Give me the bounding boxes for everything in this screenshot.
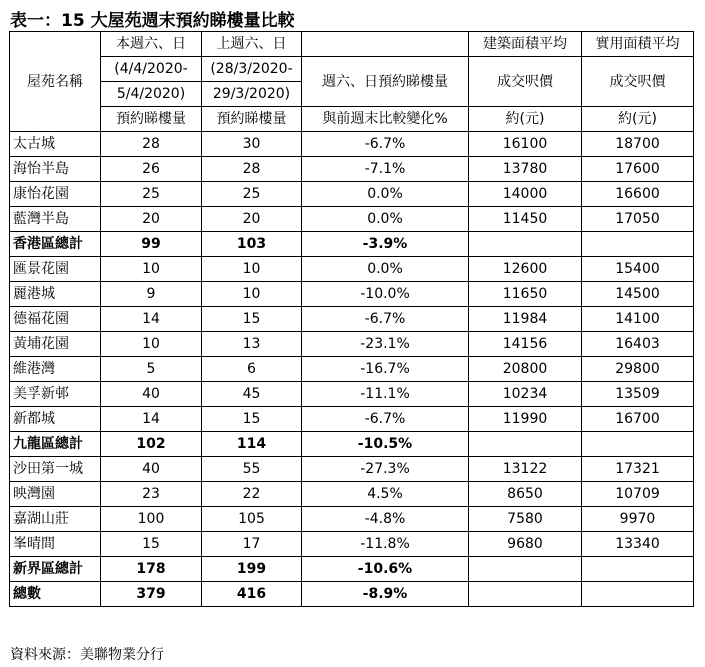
last-week-count-cell: 10: [202, 282, 302, 307]
this-week-header: 本週六、日: [101, 32, 202, 57]
this-week-count-cell: 9: [101, 282, 202, 307]
last-week-count-cell: 6: [202, 357, 302, 382]
estate-name-cell: 藍灣半島: [10, 207, 101, 232]
saleable-price-cell: 13509: [582, 382, 694, 407]
gross-price-cell: 12600: [469, 257, 582, 282]
estate-name-cell: 海怡半島: [10, 157, 101, 182]
estate-name-cell: 嘉湖山莊: [10, 507, 101, 532]
this-week-period-end: 5/4/2020): [101, 82, 202, 107]
table-row: [10, 382, 694, 407]
this-week-count-cell: 28: [101, 132, 202, 157]
this-week-count-cell: 102: [101, 432, 202, 457]
saleable-price-cell: 14500: [582, 282, 694, 307]
last-week-count-cell: 20: [202, 207, 302, 232]
gross-price-cell: 10234: [469, 382, 582, 407]
this-week-count-cell: 178: [101, 557, 202, 582]
table-title: 表一：15 大屋苑週末預約睇樓量比較: [10, 11, 295, 31]
estate-name-cell: 新界區總計: [10, 557, 101, 582]
last-week-count-cell: 17: [202, 532, 302, 557]
gross-price-cell: 14156: [469, 332, 582, 357]
saleable-area-header: 實用面積平均: [582, 32, 694, 57]
estate-name-cell: 總數: [10, 582, 101, 607]
gross-price-cell: [469, 557, 582, 582]
gross-price-cell: 11450: [469, 207, 582, 232]
table-row: [10, 257, 694, 282]
last-week-count-cell: 28: [202, 157, 302, 182]
estate-name-cell: 康怡花園: [10, 182, 101, 207]
this-week-count-cell: 15: [101, 532, 202, 557]
table-row: [10, 432, 694, 457]
gross-price-cell: [469, 232, 582, 257]
estate-name-cell: 沙田第一城: [10, 457, 101, 482]
gross-price-cell: [469, 582, 582, 607]
this-week-count-cell: 10: [101, 257, 202, 282]
saleable-price-cell: 9970: [582, 507, 694, 532]
gross-price-cell: 13780: [469, 157, 582, 182]
change-percent-cell: -16.7%: [302, 357, 469, 382]
gross-price-cell: 16100: [469, 132, 582, 157]
this-week-count-cell: 40: [101, 382, 202, 407]
saleable-price-cell: 15400: [582, 257, 694, 282]
change-percent-cell: -10.0%: [302, 282, 469, 307]
change-percent-cell: -8.9%: [302, 582, 469, 607]
saleable-price-cell: 16700: [582, 407, 694, 432]
saleable-price-cell: [582, 582, 694, 607]
this-week-count-cell: 10: [101, 332, 202, 357]
change-header: 週六、日預約睇樓量: [302, 57, 469, 107]
change-percent-cell: -7.1%: [302, 157, 469, 182]
this-week-count-cell: 26: [101, 157, 202, 182]
table-row: [10, 482, 694, 507]
change-percent-cell: -11.8%: [302, 532, 469, 557]
last-week-header: 上週六、日: [202, 32, 302, 57]
saleable-price-cell: 16403: [582, 332, 694, 357]
table-row: [10, 332, 694, 357]
estate-name-cell: 峯晴間: [10, 532, 101, 557]
estate-name-cell: 太古城: [10, 132, 101, 157]
saleable-price-cell: 29800: [582, 357, 694, 382]
table-row: [10, 182, 694, 207]
change-percent-cell: -3.9%: [302, 232, 469, 257]
viewing-comparison-table: [9, 31, 694, 607]
saleable-price-cell: 17050: [582, 207, 694, 232]
table-row: [10, 207, 694, 232]
this-week-count-cell: 40: [101, 457, 202, 482]
change-subheader: 與前週末比較變化%: [302, 107, 469, 132]
gross-price-cell: 11650: [469, 282, 582, 307]
this-week-count-cell: 23: [101, 482, 202, 507]
change-percent-cell: -23.1%: [302, 332, 469, 357]
estate-name-cell: 新都城: [10, 407, 101, 432]
saleable-price-cell: 17321: [582, 457, 694, 482]
gross-price-cell: 20800: [469, 357, 582, 382]
estate-name-cell: 映灣園: [10, 482, 101, 507]
this-week-count-cell: 99: [101, 232, 202, 257]
last-week-count-cell: 25: [202, 182, 302, 207]
gross-price-cell: 8650: [469, 482, 582, 507]
gross-price-header: 成交呎價: [469, 57, 582, 107]
this-week-period-start: (4/4/2020-: [101, 57, 202, 82]
change-percent-cell: -6.7%: [302, 407, 469, 432]
table-row: [10, 582, 694, 607]
estate-name-cell: 匯景花園: [10, 257, 101, 282]
table-row: [10, 557, 694, 582]
gross-price-cell: 13122: [469, 457, 582, 482]
table-row: [10, 307, 694, 332]
last-week-count-cell: 103: [202, 232, 302, 257]
table-row: [10, 132, 694, 157]
this-week-count-cell: 20: [101, 207, 202, 232]
saleable-price-cell: [582, 557, 694, 582]
estate-name-cell: 九龍區總計: [10, 432, 101, 457]
this-week-count-cell: 25: [101, 182, 202, 207]
gross-price-cell: 11990: [469, 407, 582, 432]
saleable-price-cell: [582, 432, 694, 457]
saleable-price-cell: 14100: [582, 307, 694, 332]
last-week-count-cell: 55: [202, 457, 302, 482]
change-percent-cell: -10.5%: [302, 432, 469, 457]
last-week-count-cell: 30: [202, 132, 302, 157]
estate-name-cell: 香港區總計: [10, 232, 101, 257]
estate-name-cell: 美孚新邨: [10, 382, 101, 407]
last-week-period-start: (28/3/2020-: [202, 57, 302, 82]
change-percent-cell: 4.5%: [302, 482, 469, 507]
gross-price-cell: 14000: [469, 182, 582, 207]
saleable-price-cell: 16600: [582, 182, 694, 207]
last-week-metric: 預約睇樓量: [202, 107, 302, 132]
last-week-count-cell: 15: [202, 407, 302, 432]
estate-name-cell: 德福花園: [10, 307, 101, 332]
last-week-count-cell: 45: [202, 382, 302, 407]
this-week-count-cell: 379: [101, 582, 202, 607]
this-week-count-cell: 100: [101, 507, 202, 532]
last-week-count-cell: 114: [202, 432, 302, 457]
table-row: [10, 507, 694, 532]
saleable-price-cell: 10709: [582, 482, 694, 507]
saleable-price-cell: 17600: [582, 157, 694, 182]
table-row: [10, 157, 694, 182]
last-week-count-cell: 199: [202, 557, 302, 582]
change-percent-cell: -6.7%: [302, 132, 469, 157]
estate-name-header: 屋苑名稱: [10, 32, 101, 132]
this-week-metric: 預約睇樓量: [101, 107, 202, 132]
last-week-count-cell: 105: [202, 507, 302, 532]
last-week-period-end: 29/3/2020): [202, 82, 302, 107]
saleable-price-cell: 13340: [582, 532, 694, 557]
change-percent-cell: 0.0%: [302, 257, 469, 282]
table-row: [10, 532, 694, 557]
change-percent-cell: -10.6%: [302, 557, 469, 582]
gross-price-cell: 9680: [469, 532, 582, 557]
table-row: [10, 282, 694, 307]
change-percent-cell: -4.8%: [302, 507, 469, 532]
this-week-count-cell: 5: [101, 357, 202, 382]
change-percent-cell: -27.3%: [302, 457, 469, 482]
last-week-count-cell: 416: [202, 582, 302, 607]
last-week-count-cell: 15: [202, 307, 302, 332]
table-row: [10, 457, 694, 482]
gross-price-cell: 11984: [469, 307, 582, 332]
table-row: [10, 357, 694, 382]
gross-price-cell: 7580: [469, 507, 582, 532]
saleable-price-cell: [582, 232, 694, 257]
estate-name-cell: 維港灣: [10, 357, 101, 382]
this-week-count-cell: 14: [101, 307, 202, 332]
saleable-unit: 約(元): [582, 107, 694, 132]
saleable-price-cell: 18700: [582, 132, 694, 157]
change-percent-cell: -11.1%: [302, 382, 469, 407]
gross-unit: 約(元): [469, 107, 582, 132]
this-week-count-cell: 14: [101, 407, 202, 432]
change-percent-cell: 0.0%: [302, 182, 469, 207]
change-percent-cell: -6.7%: [302, 307, 469, 332]
change-percent-cell: 0.0%: [302, 207, 469, 232]
change-header-blank: [302, 32, 469, 57]
last-week-count-cell: 22: [202, 482, 302, 507]
estate-name-cell: 麗港城: [10, 282, 101, 307]
table-row: [10, 407, 694, 432]
table-row: [10, 232, 694, 257]
gross-price-cell: [469, 432, 582, 457]
source-note: 資料來源：美聯物業分行: [10, 647, 164, 663]
estate-name-cell: 黃埔花園: [10, 332, 101, 357]
saleable-price-header: 成交呎價: [582, 57, 694, 107]
last-week-count-cell: 13: [202, 332, 302, 357]
last-week-count-cell: 10: [202, 257, 302, 282]
gross-area-header: 建築面積平均: [469, 32, 582, 57]
